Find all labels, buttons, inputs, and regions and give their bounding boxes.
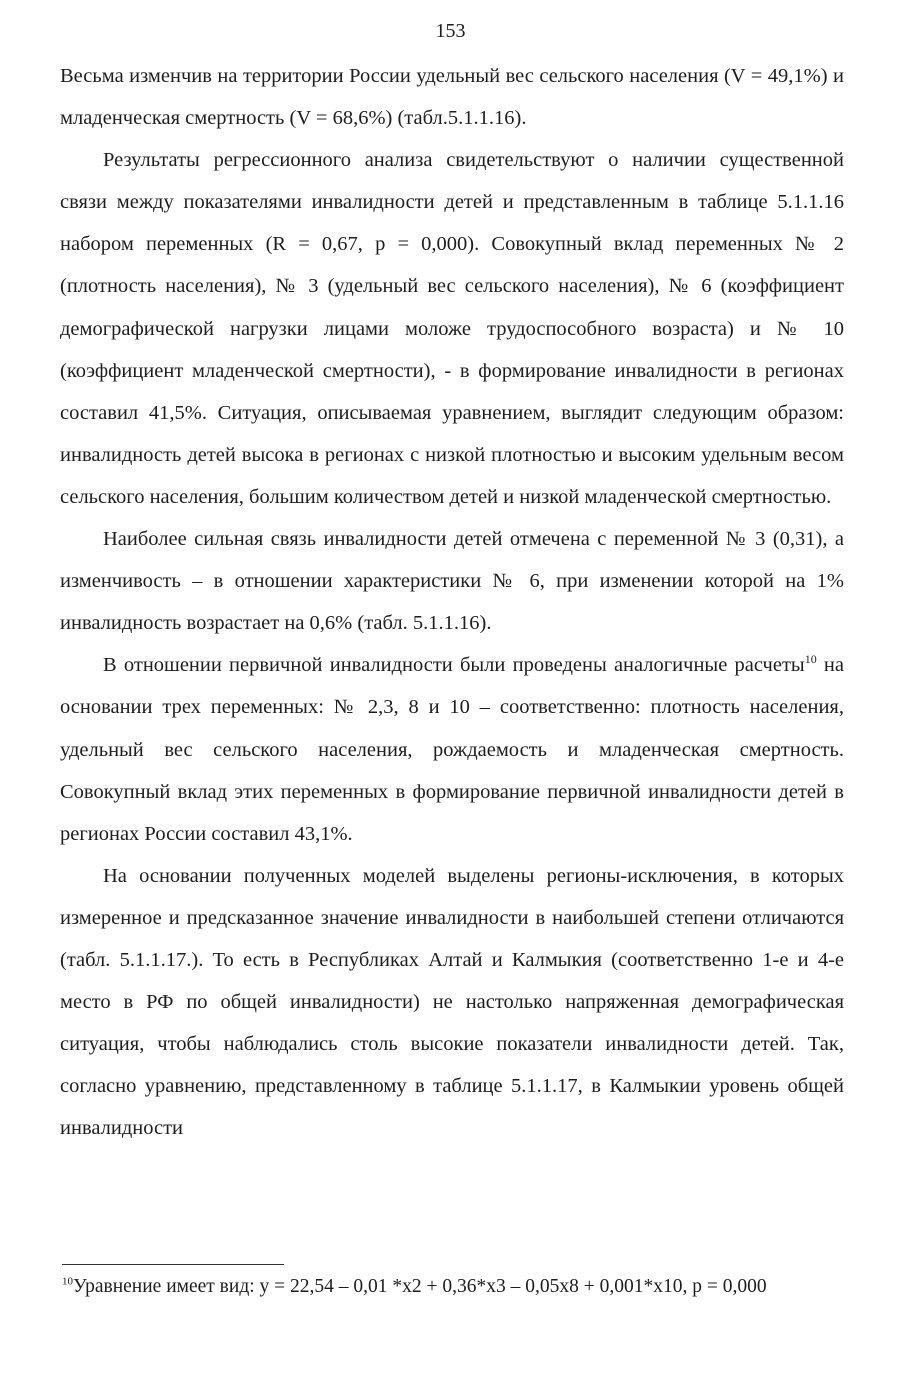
paragraph-2: Результаты регрессионного анализа свидетельствуют о наличии существенной связи между показателями инвалидности детей и представленным в таблице 5.1.1.16 набором переменных (R = 0,67, p = 0,000). Совокупный вклад переменных № 2 (плотность населения), № 3 (удельный вес сельского населения), № 6 (коэффициент демографической нагрузки лицами моложе трудоспособного возраста) и № 10 (коэффициент младенческой смертности), - в формирование инвалидности в регионах составил 41,5%. Ситуация, описываемая уравнением, выглядит следующим образом: инвалидность детей высока в регионах с низкой плотностью и высоким удельным весом сельского населения, большим количеством детей и низкой младенческой смертностью. [60,149,844,508]
footnote-text: Уравнение имеет вид: y = 22,54 – 0,01 *x2 + 0,36*x3 – 0,05x8 + 0,001*x10, p = 0,000 [73,1276,767,1297]
paragraph-5: На основании полученных моделей выделены регионы-исключения, в которых измеренное и предсказанное значение инвалидности в наибольшей степени отличаются (табл. 5.1.1.17.). То есть в Республиках Алтай и Калмыкия (соответственно 1-е и 4-е место в РФ по общей инвалидности) не настолько напряженная демографическая ситуация, чтобы наблюдались столь высокие показатели инвалидности детей. Так, согласно уравнению, представленному в таблице 5.1.1.17, в Калмыкии уровень общей инвалидности [60,864,844,1140]
paragraph-4 [60,644,844,854]
footnote-reference: 10 [804,652,817,667]
paragraph-1: Весьма изменчив на территории России удельный вес сельского населения (V = 49,1%) и младенческая смертность (V = 68,6%) (табл.5.1.1.16). [60,65,844,130]
footnote [62,1270,844,1303]
paragraph-4-text-after: на основании трех переменных: № 2,3, 8 и 10 – соответственно: плотность населения, удельный вес сельского населения, рождаемость и младенческая смертность. Совокупный вклад этих переменных в формирование первичной инвалидности детей в регионах России составил 43,1%. [60,654,844,845]
footnote-mark: 10 [62,1275,73,1288]
page-number: 153 [435,20,466,42]
footnote-divider [62,1264,284,1265]
paragraph-4-text-before: В отношении первичной инвалидности были проведены аналогичные расчеты [103,654,805,677]
paragraph-3: Наиболее сильная связь инвалидности детей отмечена с переменной № 3 (0,31), а изменчивость – в отношении характеристики № 6, при изменении которой на 1% инвалидность возрастает на 0,6% (табл. 5.1.1.16). [60,528,844,635]
text-body [60,55,844,1149]
